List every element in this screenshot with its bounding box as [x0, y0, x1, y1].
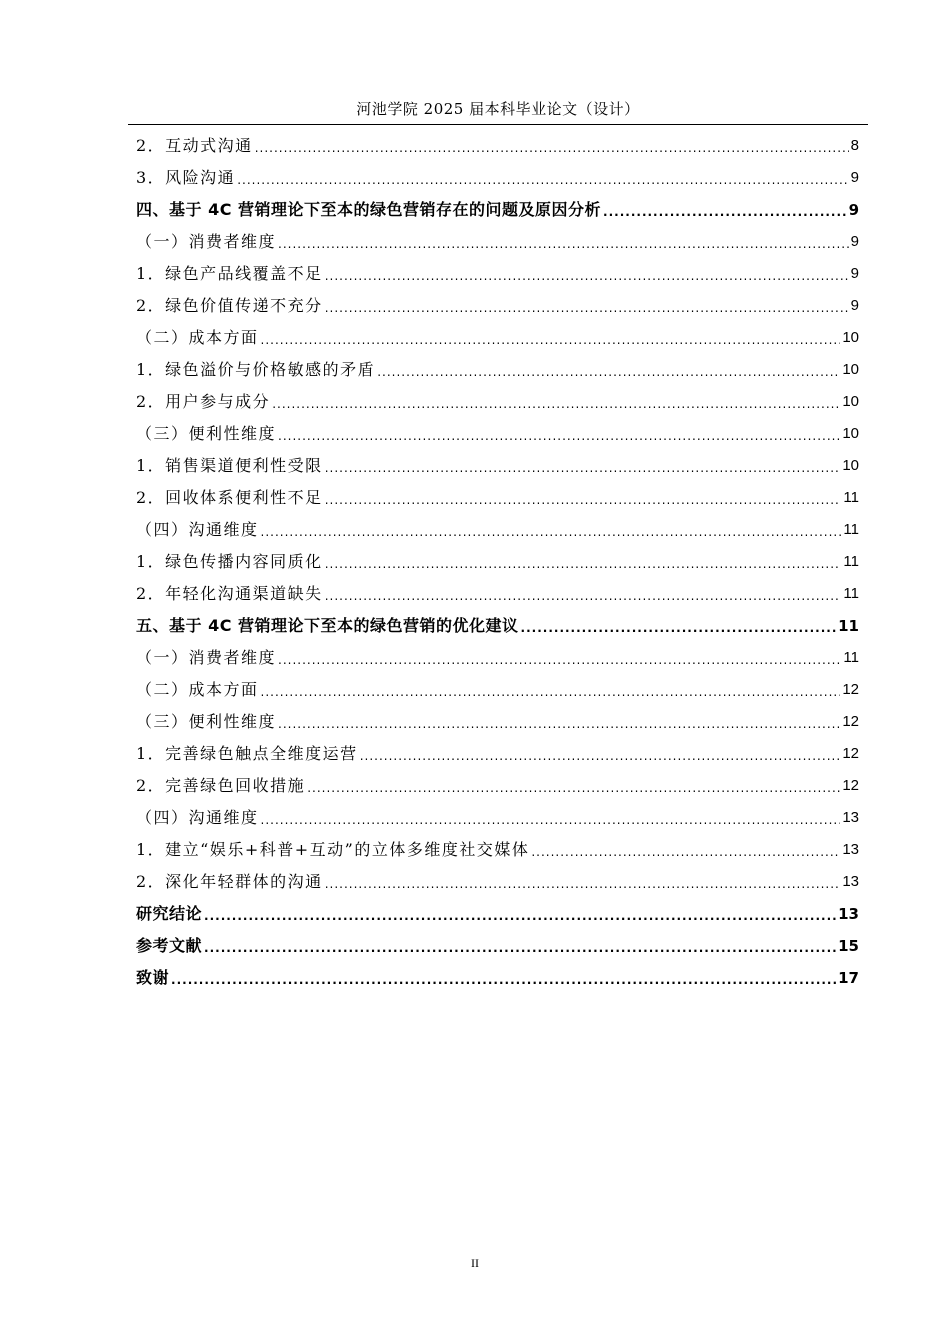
- table-of-contents: [136, 130, 859, 994]
- toc-entry-page: 9: [850, 233, 859, 250]
- toc-entry[interactable]: [136, 322, 859, 354]
- toc-entry-label: （一）消费者维度: [136, 232, 277, 251]
- toc-entry-page: 11: [838, 617, 859, 635]
- toc-dot-leader: [204, 902, 836, 930]
- toc-dot-leader: [261, 518, 842, 546]
- toc-entry[interactable]: [136, 226, 859, 258]
- toc-entry-page: 11: [843, 553, 859, 570]
- toc-entry[interactable]: [136, 482, 859, 514]
- toc-entry-page: 13: [842, 841, 859, 858]
- toc-entry-label: 2．绿色价值传递不充分: [136, 296, 323, 315]
- toc-dot-leader: [325, 870, 841, 898]
- toc-entry[interactable]: [136, 898, 859, 930]
- toc-entry-label: （二）成本方面: [136, 680, 259, 699]
- toc-dot-leader: [278, 646, 841, 674]
- toc-entry-page: 10: [842, 393, 859, 410]
- toc-entry-page: 11: [843, 489, 859, 506]
- toc-entry[interactable]: [136, 258, 859, 290]
- toc-entry[interactable]: [136, 834, 859, 866]
- toc-entry-page: 10: [842, 361, 859, 378]
- header-rule: [128, 124, 868, 125]
- toc-dot-leader: [171, 966, 836, 994]
- toc-entry-label: 五、基于 4C 营销理论下至本的绿色营销的优化建议: [136, 616, 519, 635]
- toc-entry-label: 2．深化年轻群体的沟通: [136, 872, 323, 891]
- toc-dot-leader: [325, 294, 849, 322]
- toc-entry[interactable]: [136, 546, 859, 578]
- toc-dot-leader: [307, 774, 840, 802]
- toc-entry-label: 1．绿色产品线覆盖不足: [136, 264, 323, 283]
- toc-entry[interactable]: [136, 162, 859, 194]
- toc-entry-page: 11: [843, 649, 859, 666]
- toc-entry[interactable]: [136, 194, 859, 226]
- toc-entry-label: （一）消费者维度: [136, 648, 277, 667]
- toc-entry-page: 9: [850, 297, 859, 314]
- toc-entry[interactable]: [136, 866, 859, 898]
- toc-entry-label: 致谢: [136, 968, 170, 987]
- toc-entry-label: （三）便利性维度: [136, 424, 277, 443]
- toc-dot-leader: [278, 710, 840, 738]
- toc-dot-leader: [325, 582, 842, 610]
- toc-entry[interactable]: [136, 962, 859, 994]
- toc-dot-leader: [377, 358, 840, 386]
- toc-entry-page: 10: [842, 425, 859, 442]
- toc-dot-leader: [237, 166, 848, 194]
- toc-entry-page: 12: [842, 777, 859, 794]
- toc-dot-leader: [325, 486, 842, 514]
- toc-entry[interactable]: [136, 802, 859, 834]
- toc-dot-leader: [255, 134, 849, 162]
- toc-entry-label: 2．年轻化沟通渠道缺失: [136, 584, 323, 603]
- toc-entry[interactable]: [136, 578, 859, 610]
- toc-entry-page: 13: [842, 809, 859, 826]
- toc-entry[interactable]: [136, 130, 859, 162]
- toc-entry-label: （二）成本方面: [136, 328, 259, 347]
- toc-entry-label: 2．用户参与成分: [136, 392, 271, 411]
- toc-entry-page: 12: [842, 713, 859, 730]
- toc-entry-label: （四）沟通维度: [136, 520, 259, 539]
- toc-entry-label: （四）沟通维度: [136, 808, 259, 827]
- toc-dot-leader: [278, 230, 849, 258]
- toc-dot-leader: [261, 806, 841, 834]
- toc-entry-page: 8: [850, 137, 859, 154]
- toc-entry-page: 11: [843, 521, 859, 538]
- toc-dot-leader: [261, 678, 841, 706]
- toc-dot-leader: [360, 742, 841, 770]
- toc-entry-label: 2．回收体系便利性不足: [136, 488, 323, 507]
- toc-entry[interactable]: [136, 674, 859, 706]
- toc-entry-label: 1．绿色溢价与价格敏感的矛盾: [136, 360, 376, 379]
- toc-entry-page: 9: [850, 169, 859, 186]
- toc-entry-label: （三）便利性维度: [136, 712, 277, 731]
- toc-entry[interactable]: [136, 450, 859, 482]
- running-header: 河池学院 2025 届本科毕业论文（设计）: [356, 100, 640, 118]
- toc-entry[interactable]: [136, 514, 859, 546]
- toc-entry-label: 1．绿色传播内容同质化: [136, 552, 323, 571]
- toc-entry[interactable]: [136, 930, 859, 962]
- toc-dot-leader: [204, 934, 836, 962]
- toc-entry-label: 2．完善绿色回收措施: [136, 776, 306, 795]
- toc-entry-page: 17: [838, 969, 859, 987]
- toc-entry[interactable]: [136, 290, 859, 322]
- page-number: II: [471, 1256, 479, 1270]
- toc-entry-page: 12: [842, 745, 859, 762]
- toc-dot-leader: [603, 198, 847, 226]
- toc-entry[interactable]: [136, 706, 859, 738]
- toc-dot-leader: [272, 390, 840, 418]
- toc-entry[interactable]: [136, 386, 859, 418]
- toc-entry[interactable]: [136, 610, 859, 642]
- toc-entry-label: 1．完善绿色触点全维度运营: [136, 744, 358, 763]
- toc-dot-leader: [261, 326, 841, 354]
- toc-entry-label: 研究结论: [136, 904, 203, 923]
- toc-entry[interactable]: [136, 642, 859, 674]
- toc-entry[interactable]: [136, 770, 859, 802]
- toc-entry[interactable]: [136, 354, 859, 386]
- toc-entry-label: 1．建立“娱乐+科普+互动”的立体多维度社交媒体: [136, 840, 530, 859]
- toc-entry-page: 11: [843, 585, 859, 602]
- toc-entry-page: 13: [838, 905, 859, 923]
- toc-entry-page: 13: [842, 873, 859, 890]
- toc-dot-leader: [531, 838, 840, 866]
- toc-entry-page: 15: [838, 937, 859, 955]
- toc-entry-page: 10: [842, 329, 859, 346]
- toc-entry-page: 10: [842, 457, 859, 474]
- toc-entry-page: 12: [842, 681, 859, 698]
- toc-entry-label: 参考文献: [136, 936, 203, 955]
- toc-entry[interactable]: [136, 738, 859, 770]
- toc-entry-page: 9: [850, 265, 859, 282]
- toc-dot-leader: [325, 262, 849, 290]
- toc-dot-leader: [278, 422, 840, 450]
- toc-entry-label: 2．互动式沟通: [136, 136, 253, 155]
- toc-entry-label: 四、基于 4C 营销理论下至本的绿色营销存在的问题及原因分析: [136, 200, 602, 219]
- toc-entry[interactable]: [136, 418, 859, 450]
- toc-dot-leader: [325, 550, 842, 578]
- toc-entry-label: 3．风险沟通: [136, 168, 236, 187]
- toc-entry-page: 9: [848, 201, 859, 219]
- toc-dot-leader: [325, 454, 841, 482]
- toc-dot-leader: [521, 614, 837, 642]
- toc-entry-label: 1．销售渠道便利性受限: [136, 456, 323, 475]
